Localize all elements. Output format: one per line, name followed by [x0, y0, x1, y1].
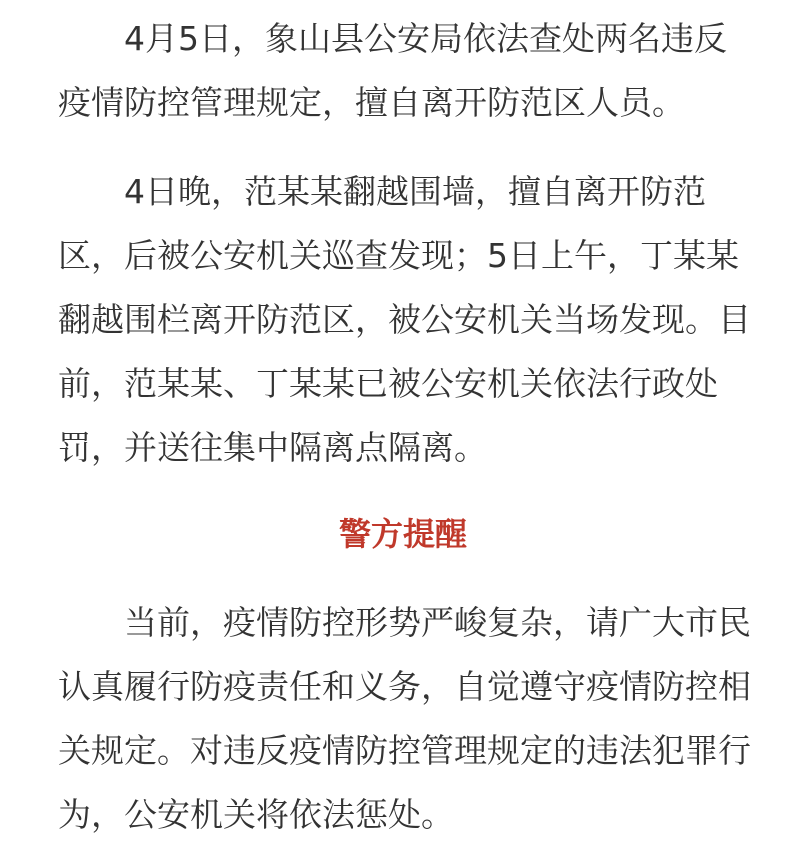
section-heading-police-reminder: 警方提醒 [338, 515, 467, 553]
paragraph-line: 为，公安机关将依法惩处。 [58, 795, 454, 834]
paragraph-line: 4日晚，范某某翻越围墙，擅自离开防范 [124, 172, 706, 211]
paragraph-line: 认真履行防疫责任和义务，自觉遵守疫情防控相 [58, 667, 751, 706]
paragraph-line: 翻越围栏离开防范区，被公安机关当场发现。目 [58, 300, 751, 339]
paragraph-line: 罚，并送往集中隔离点隔离。 [58, 428, 487, 467]
paragraph-line: 区，后被公安机关巡查发现；5日上午，丁某某 [58, 236, 739, 275]
paragraph-line: 当前，疫情防控形势严峻复杂，请广大市民 [124, 603, 751, 642]
paragraph-line: 前，范某某、丁某某已被公安机关依法行政处 [58, 364, 718, 403]
paragraph-line: 疫情防控管理规定，擅自离开防范区人员。 [58, 83, 685, 122]
paragraph-line: 关规定。对违反疫情防控管理规定的违法犯罪行 [58, 731, 751, 770]
paragraph-line: 4月5日，象山县公安局依法查处两名违反 [124, 19, 727, 58]
